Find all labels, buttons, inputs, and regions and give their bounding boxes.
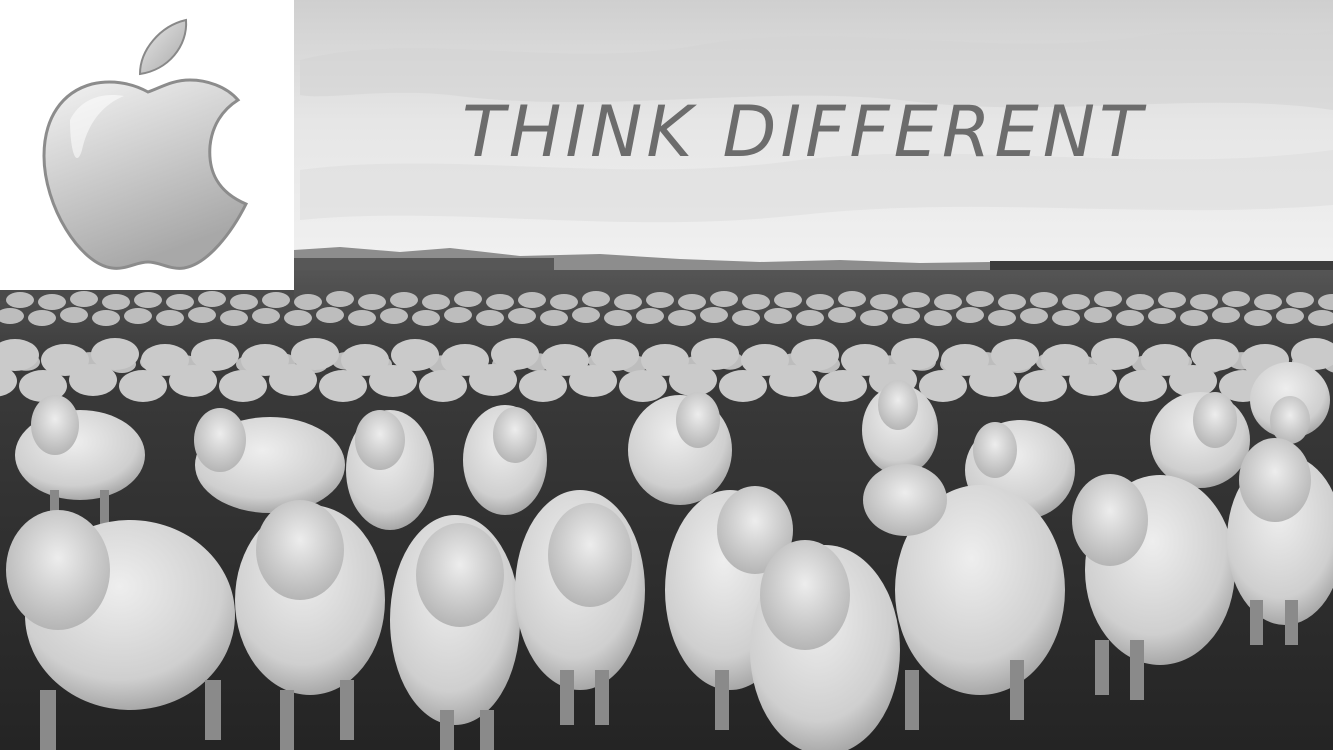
apple-body bbox=[44, 80, 246, 268]
apple-logo-icon bbox=[0, 0, 294, 290]
apple-leaf bbox=[140, 20, 186, 74]
sheep bbox=[463, 405, 547, 515]
sheep bbox=[346, 410, 434, 530]
sheep bbox=[1150, 392, 1250, 488]
headline: THINK DIFFERENT bbox=[462, 91, 1146, 173]
tree-line-left bbox=[294, 258, 554, 272]
logo-panel bbox=[0, 0, 294, 290]
